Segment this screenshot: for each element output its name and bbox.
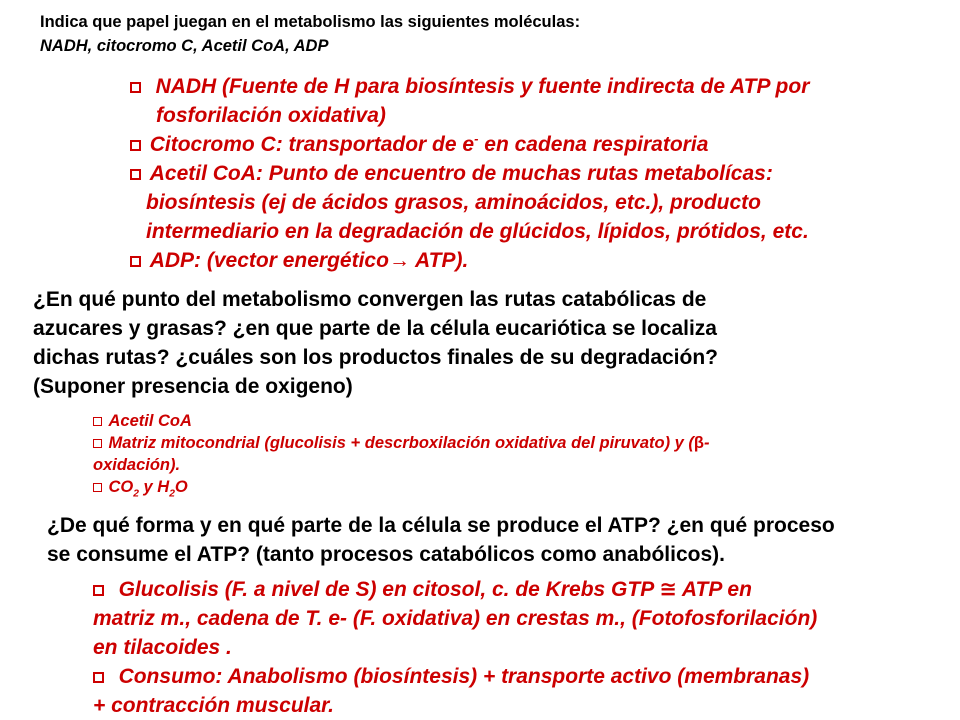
question-2	[33, 285, 718, 401]
bullet-square-icon	[130, 82, 141, 93]
answer-1-acetil-cont-2: intermediario en la degradación de glúcidos, lípidos, prótidos, etc.	[146, 220, 809, 243]
bullet-square-icon	[93, 585, 104, 596]
answer-3-consumo-cont: + contracción muscular.	[93, 694, 335, 717]
question-3-line-1: ¿De qué forma y en qué parte de la célula se produce el ATP? ¿en qué proceso	[47, 514, 835, 537]
answer-1-nadh: NADH (Fuente de H para biosíntesis y fuente indirecta de ATP por	[130, 72, 809, 101]
bullet-square-icon	[93, 672, 104, 683]
question-1-line-2: NADH, citocromo C, Acetil CoA, ADP	[40, 37, 329, 55]
answer-3-glucolisis: Glucolisis (F. a nivel de S) en citosol, c. de Krebs GTP ≅ ATP en	[93, 575, 817, 604]
answer-1	[130, 72, 809, 275]
answer-2-matriz-cont: oxidación).	[93, 456, 181, 474]
question-2-line-4: (Suponer presencia de oxigeno)	[33, 375, 353, 398]
bullet-square-icon	[93, 439, 102, 448]
bullet-square-icon	[93, 417, 102, 426]
arrow-right-icon: →	[388, 249, 410, 272]
approx-equal-icon: ≅	[659, 578, 677, 601]
answer-1-nadh-cont: fosforilación oxidativa)	[156, 104, 386, 127]
answer-1-citocromo: Citocromo C: transportador de e- en cadena respiratoria	[130, 130, 809, 159]
answer-2	[93, 410, 710, 498]
question-2-line-1: ¿En qué punto del metabolismo convergen las rutas catabólicas de	[33, 288, 707, 311]
bullet-square-icon	[93, 483, 102, 492]
question-3-line-2: se consume el ATP? (tanto procesos catabólicos como anabólicos).	[47, 543, 725, 566]
answer-1-acetil-cont-1: biosíntesis (ej de ácidos grasos, aminoácidos, etc.), producto	[146, 191, 761, 214]
question-1-line-1: Indica que papel juegan en el metabolismo las siguientes moléculas:	[40, 13, 581, 31]
question-2-line-2: azucares y grasas? ¿en que parte de la célula eucariótica se localiza	[33, 317, 717, 340]
answer-2-acetil: Acetil CoA	[93, 410, 710, 432]
answer-3-glucolisis-cont-2: en tilacoides .	[93, 636, 232, 659]
bullet-square-icon	[130, 140, 141, 151]
question-3	[47, 511, 835, 569]
bullet-square-icon	[130, 256, 141, 267]
answer-2-matriz: Matriz mitocondrial (glucolisis + descrboxilación oxidativa del piruvato) y (β-	[93, 432, 710, 454]
bullet-square-icon	[130, 169, 141, 180]
answer-3	[93, 575, 817, 720]
answer-1-adp: ADP: (vector energético→ ATP).	[130, 246, 809, 275]
answer-3-glucolisis-cont-1: matriz m., cadena de T. e- (F. oxidativa) en crestas m., (Fotofosforilación)	[93, 607, 818, 630]
answer-2-products: $CO_2$ y $H_2O$	[93, 476, 710, 498]
answer-3-consumo: Consumo: Anabolismo (biosíntesis) + transporte activo (membranas)	[93, 662, 817, 691]
answer-1-acetil: Acetil CoA: Punto de encuentro de muchas rutas metabolícas:	[130, 159, 809, 188]
question-1	[40, 10, 580, 58]
question-2-line-3: dichas rutas? ¿cuáles son los productos finales de su degradación?	[33, 346, 718, 369]
